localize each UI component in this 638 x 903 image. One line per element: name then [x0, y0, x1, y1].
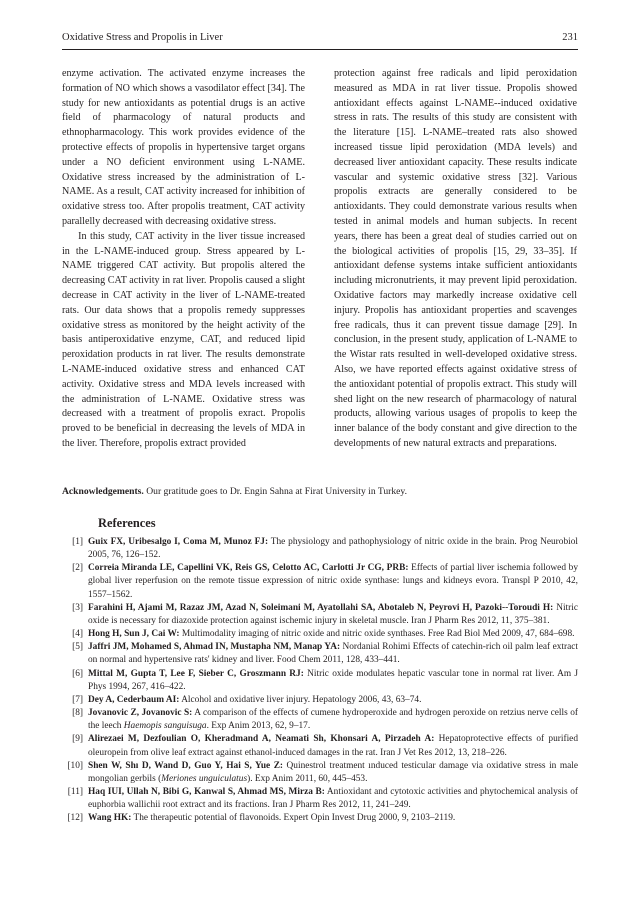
reference-authors: Dey A, Cederbaum AI:: [88, 694, 180, 705]
references-heading: References: [98, 516, 156, 530]
paragraph: enzyme activation. The activated enzyme increases the formation of NO which shows a vasodilator effect [34]. The study for new antioxidants as potential drugs is an active field of pharmacology of natural products and ethnopharmacology. This work provides evidence of the protective effects of propolis in hypertensive target organs under a NO deficient environment using L-NAME. Oxidative stress increased by the administration of L-NAME. As a result, CAT activity increased for inhibition of oxidative stress too. After propolis treatment, CAT activity parallelly decreased with decreasing oxidative stress.: [62, 68, 305, 227]
reference-number: [10]: [67, 760, 83, 771]
reference-item: [62, 707, 578, 733]
reference-text: [88, 562, 578, 601]
page-number: 231: [562, 32, 578, 43]
reference-number: [4]: [72, 629, 83, 640]
reference-citation: Nitric oxide is necessary for diazoxide protection against ischemic injury in skeletal muscle. Iran J Pharm Res 2012, 11, 375–381.: [88, 602, 578, 626]
reference-item: [62, 786, 578, 812]
references-list: [62, 536, 578, 825]
reference-citation: Multimodality imaging of nitric oxide and nitric oxide synthases. Free Rad Biol Med 2009, 47, 684–698.: [181, 629, 575, 640]
reference-authors: Mittal M, Gupta T, Lee F, Sieber C, Groszmann RJ:: [88, 668, 304, 679]
reference-authors: Shen W, Shı D, Wand D, Guo Y, Hai S, Yue Z:: [88, 760, 284, 771]
reference-citation: The physiology and pathophysiology of nitric oxide in the brain. Prog Neurobiol 2005, 76, 126–152.: [88, 537, 578, 561]
reference-text: [88, 536, 578, 562]
reference-text: [88, 733, 578, 759]
reference-text: [88, 641, 578, 667]
reference-species-name: Haemopis sanguisuga: [123, 721, 207, 732]
reference-number: [6]: [72, 668, 83, 679]
reference-citation: Alcohol and oxidative liver injury. Hepatology 2006, 43, 63–74.: [181, 694, 422, 705]
paragraph: In this study, CAT activity in the liver tissue increased in the L-NAME-induced group. Stress appeared by L-NAME triggered CAT activity. But propolis altered the decreasing CAT activity in rat liver. Propolis caused a slight decrease in CAT activity in the liver of L-NAME-treated rats. Our data shows that a propolis remedy suppresses oxidative stress as monitored by the height activity of the basis antiperoxidative enzyme, CAT, and reduced lipid peroxidation products in rat liver. The results demonstrate L-NAME-induced oxidative stress and enhanced CAT activity. Oxidative stress and MDA levels increased with the administration of L-NAME. Oxidative stress was decreased with a treatment of propolis exract. Propolis proved to be beneficial in decreasing the levels of MDA in the liver. Therefore, propolis extract provided: [62, 230, 305, 449]
reference-authors: Farahini H, Ajami M, Razaz JM, Azad N, Soleimani M, Ayatollahi SA, Abotaleb N, Peyrovi H, Pazoki--Toroudi H:: [88, 602, 554, 613]
body-column-left: [62, 67, 305, 452]
reference-number: [1]: [72, 537, 83, 547]
reference-number: [5]: [72, 642, 83, 653]
running-head: [62, 32, 578, 43]
reference-authors: Wang HK:: [88, 813, 132, 824]
reference-number: [12]: [67, 813, 83, 824]
reference-item: [62, 733, 578, 759]
paragraph: protection against free radicals and lipid peroxidation measured as MDA in rat liver tissue. Propolis showed antioxidant effects against L-NAME--induced oxidative stress in rats. The results of this study are consistent with the literature [15]. L-NAME–treated rats also showed increased tissue lipid peroxidation (MDA levels) and decreased liver antioxidant capacity. These results indicate vascular and systemic oxidative stress [32]. Various propolis extracts are generally considered to be antioxidants. They could demonstrate various results when tested in animal models and human subjects. In recent years, there has been a great deal of studies carried out on the biological activities of propolis [15, 29, 33–35]. If antioxidant defense systems intake sufficient antioxidants including micronutrients, it may prevent lipid peroxidation. Oxidative factors may markedly increase oxidative cell injury. Propolis has antioxidant properties and scavenges free radicals, thus it can prevent tissue damage [29]. In conclusion, in the present study, application of L-NAME to the Wistar rats resulted in well-developed oxidative stress. Also, we have reported effects against oxidative stress of the antioxidant potential of propolis extract. This study will shed light on the new research of pharmacology of natural products, allowing various usages of propolis to keep the inner balance of the body constant and give direction to the developments of new natural extracts and preparations.: [334, 68, 577, 449]
reference-citation: Quinestrol treatment ınduced testicular damage via oxidative stress in male mongolian gerbils (: [88, 760, 578, 784]
reference-item: [62, 694, 578, 707]
reference-text: [88, 786, 578, 812]
reference-authors: Guix FX, Uribesalgo I, Coma M, Munoz FJ:: [88, 537, 269, 547]
reference-number: [9]: [72, 734, 83, 745]
reference-number: [3]: [72, 602, 83, 613]
reference-text: [88, 602, 578, 628]
reference-item: [62, 812, 578, 825]
reference-citation: Nitric oxide modulates hepatic vascular tone in normal rat liver. Am J Phys 1994, 267, 416–422.: [88, 668, 578, 692]
reference-authors: Correia Miranda LE, Capellini VK, Reis GS, Celotto AC, Carlotti Jr CG, PRB:: [88, 563, 409, 574]
reference-text: [88, 694, 578, 707]
reference-authors: Jaffri JM, Mohamed S, Ahmad IN, Mustapha NM, Manap YA:: [88, 642, 341, 653]
reference-authors: Jovanovic Z, Jovanovic S:: [88, 708, 193, 719]
reference-item: [62, 641, 578, 667]
reference-text: [88, 760, 578, 786]
reference-text: [88, 628, 578, 641]
reference-item: [62, 760, 578, 786]
reference-authors: Hong H, Sun J, Cai W:: [88, 629, 180, 640]
acknowledgements-text: Our gratitude goes to Dr. Engin Sahna at Firat University in Turkey.: [146, 486, 407, 497]
reference-citation: A comparison of the effects of cumene hydroperoxide and hydrogen peroxide on retzius nerve cells of the leech: [88, 708, 579, 732]
header-rule: [62, 49, 578, 50]
reference-item: [62, 536, 578, 562]
acknowledgements-label: Acknowledgements.: [62, 486, 144, 497]
reference-citation: The therapeutic potential of flavonoids. Expert Opin Invest Drug 2000, 9, 2103–2119.: [133, 813, 456, 824]
reference-number: [11]: [67, 786, 83, 797]
reference-number: [2]: [72, 563, 83, 574]
reference-citation: Effects of partial liver ischemia followed by global liver reperfusion on the remote tissue expression of nitric oxide synthase: lungs and kidneys evora. Transpl P 2010, 42, 1557–1562.: [88, 563, 579, 600]
body-column-right: [334, 67, 577, 452]
reference-item: [62, 668, 578, 694]
reference-citation: Hepatoprotective effects of purified oleuropein from olive leaf extract against ethanol-induced damages in the rat. Iran J Vet Res 2012, 13, 218–226.: [88, 734, 578, 758]
running-head-title: Oxidative Stress and Propolis in Liver: [62, 32, 223, 43]
reference-number: [8]: [72, 708, 83, 719]
reference-species-name: Meriones unguiculatus: [161, 773, 248, 784]
acknowledgements: [62, 485, 578, 499]
reference-citation: Antioxidant and cytotoxic activities and phytochemical analysis of euphorbia wallichii root extract and its fractions. Iran J Pharm Res 2012, 11, 241–249.: [88, 786, 578, 811]
reference-text: [88, 707, 578, 733]
reference-item: [62, 562, 578, 601]
reference-text: [88, 812, 578, 825]
reference-authors: Alirezaei M, Dezfoulian O, Kheradmand A, Neamati Sh, Khonsari A, Pirzadeh A:: [88, 734, 435, 745]
reference-citation-tail: ). Exp Anim 2011, 60, 445–453.: [247, 773, 368, 784]
reference-citation: Nordanial Rohimi Effects of catechin-rich oil palm leaf extract on normal and hypertensive rats' kidney and liver. Food Chem 2011, 128, 433–441.: [88, 642, 579, 666]
reference-citation-tail: . Exp Anim 2013, 62, 9–17.: [206, 721, 311, 732]
reference-number: [7]: [72, 694, 83, 705]
reference-item: [62, 628, 578, 641]
reference-authors: Haq IUI, Ullah N, Bibi G, Kanwal S, Ahmad MS, Mirza B:: [88, 786, 325, 797]
reference-item: [62, 602, 578, 628]
reference-text: [88, 668, 578, 694]
